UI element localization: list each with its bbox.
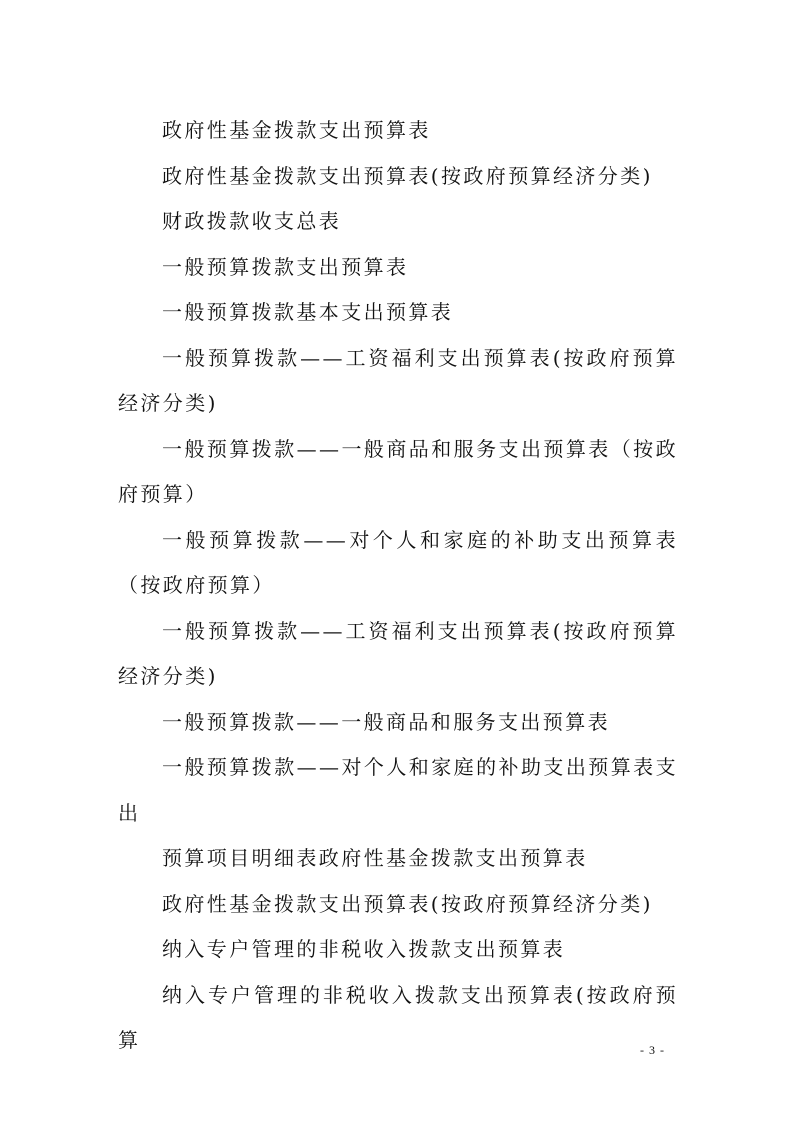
text-line: 一般预算拨款——一般商品和服务支出预算表（按政府预算） bbox=[118, 436, 678, 506]
text-line: 政府性基金拨款支出预算表 bbox=[162, 118, 431, 142]
text-line: 预算项目明细表政府性基金拨款支出预算表 bbox=[162, 846, 588, 870]
text-line: 纳入专户管理的非税收入拨款支出预算表 bbox=[162, 937, 566, 961]
text-line: 政府性基金拨款支出预算表(按政府预算经济分类) bbox=[162, 891, 653, 916]
page-number: - 3 - bbox=[640, 1043, 665, 1057]
text-line: 一般预算拨款——工资福利支出预算表(按政府预算经济分类) bbox=[118, 345, 678, 415]
text-line: 政府性基金拨款支出预算表(按政府预算经济分类) bbox=[162, 163, 653, 188]
text-line: 一般预算拨款基本支出预算表 bbox=[162, 300, 454, 324]
document-body bbox=[118, 108, 678, 1064]
text-line: 一般预算拨款支出预算表 bbox=[162, 254, 409, 279]
text-line: 财政拨款收支总表 bbox=[162, 209, 342, 233]
text-line: 一般预算拨款——对个人和家庭的补助支出预算表支出 bbox=[118, 755, 678, 825]
text-line: 一般预算拨款——一般商品和服务支出预算表 bbox=[162, 709, 610, 734]
text-line: 一般预算拨款——对个人和家庭的补助支出预算表（按政府预算） bbox=[118, 527, 678, 597]
text-line: 一般预算拨款——工资福利支出预算表(按政府预算经济分类) bbox=[118, 618, 678, 688]
text-line: 纳入专户管理的非税收入拨款支出预算表(按政府预算 bbox=[118, 982, 678, 1052]
